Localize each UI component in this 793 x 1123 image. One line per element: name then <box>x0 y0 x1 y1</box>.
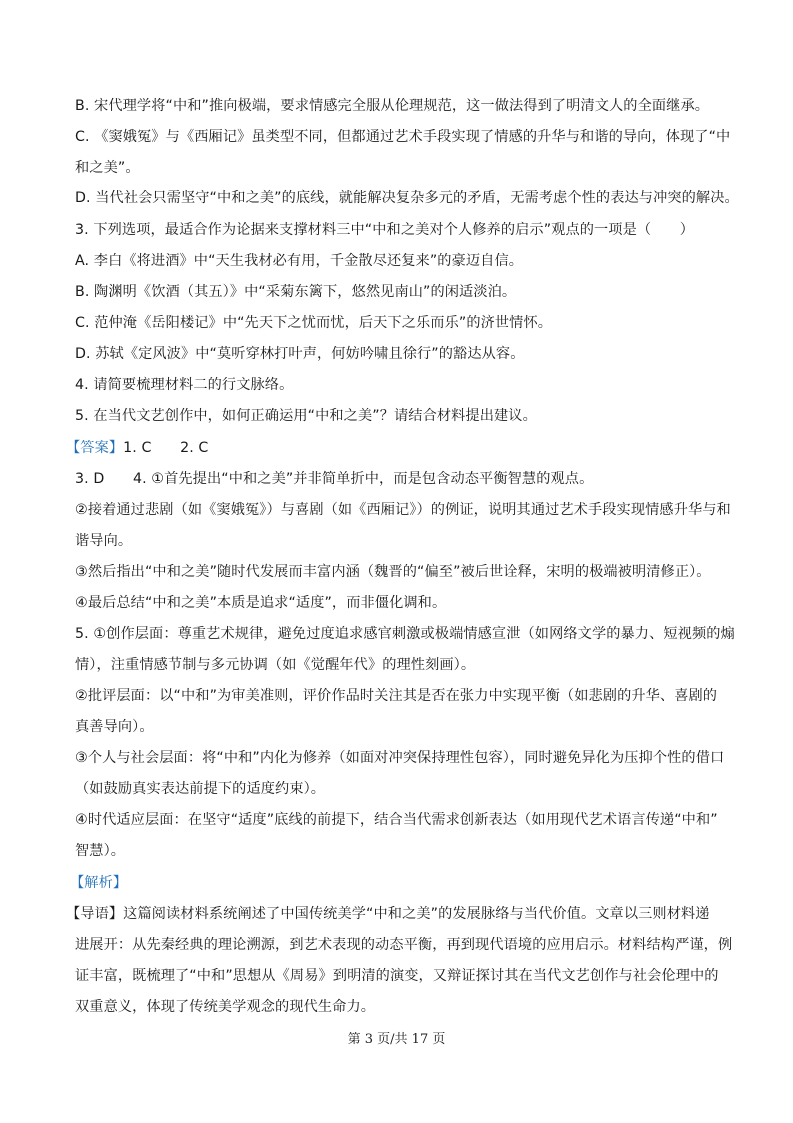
answer-5-point-2: ②批评层面：以“中和”为审美准则，评价作品时关注其是否在张力中实现平衡（如悲剧的升华、喜剧的 <box>75 688 718 704</box>
guide-line-1 <box>66 904 710 924</box>
answer-line <box>66 438 208 458</box>
question-4: 4. 请简要梳理材料二的行文脉络。 <box>75 377 294 393</box>
answer-5-point-2-cont: 真善导向）。 <box>75 719 154 735</box>
answer-3-4: 3. D 4. ①首先提出“中和之美”并非简单折中，而是包含动态平衡智慧的观点。 <box>75 471 594 487</box>
answer-5-point-1-cont: 情），注重情感节制与多元协调（如《觉醒年代》的理性刻画）。 <box>75 657 476 673</box>
answer-5-point-4: ④时代适应层面：在坚守“适度”底线的前提下，结合当代需求创新表达（如用现代艺术语言传递“中和” <box>75 812 718 828</box>
q3-option-c: C. 范仲淹《岳阳楼记》中“先天下之忧而忧，后天下之乐而乐”的济世情怀。 <box>75 315 553 331</box>
answer-5-point-3: ③个人与社会层面：将“中和”内化为修养（如面对冲突保持理性包容），同时避免异化为压抑个性的借口 <box>75 750 725 766</box>
page-number-footer: 第 3 页/共 17 页 <box>347 1032 446 1047</box>
answer-4-step-2: ②接着通过悲剧（如《窦娥冤》）与喜剧（如《西厢记》）的例证，说明其通过艺术手段实现情感升华与和 <box>75 502 731 518</box>
q3-option-b: B. 陶渊明《饮酒（其五）》中“采菊东篱下，悠然见南山”的闲适淡泊。 <box>75 284 517 300</box>
answer-tag: 【答案】 <box>66 440 124 456</box>
answer-4-step-3: ③然后指出“中和之美”随时代发展而丰富内涵（魏晋的“偏至”被后世诠释，宋明的极端被明清修正）。 <box>75 564 711 580</box>
option-b-line: B. 宋代理学将“中和”推向极端，要求情感完全服从伦理规范，这一做法得到了明清文人的全面继承。 <box>75 98 710 114</box>
option-d-line: D. 当代社会只需坚守“中和之美”的底线，就能解决复杂多元的矛盾，无需考虑个性的表达与冲突的解决。 <box>75 190 739 206</box>
answer-4-step-4: ④最后总结“中和之美”本质是追求“适度”，而非僵化调和。 <box>75 595 447 611</box>
answer-first: 1. C 2. C <box>123 440 209 456</box>
answer-5-point-3-cont: （如鼓励真实表达前提下的适度约束）。 <box>75 781 326 797</box>
guide-line-3: 证丰富，既梳理了“中和”思想从《周易》到明清的演变，又辩证探讨其在当代文艺创作与社会伦理中的 <box>75 968 719 984</box>
guide-tag: 【导语】 <box>66 906 124 922</box>
guide-line-4: 双重意义，体现了传统美学观念的现代生命力。 <box>75 999 376 1015</box>
question-5: 5. 在当代文艺创作中，如何正确运用“中和之美”？请结合材料提出建议。 <box>75 408 537 424</box>
question-3: 3. 下列选项，最适合作为论据来支撑材料三中“中和之美对个人修养的启示”观点的一项是（ ） <box>75 222 695 238</box>
option-c-continuation: 和之美”。 <box>75 160 140 176</box>
answer-5-point-4-cont: 智慧）。 <box>75 843 126 859</box>
q3-option-d: D. 苏轼《定风波》中“莫听穿林打叶声，何妨吟啸且徐行”的豁达从容。 <box>75 346 525 362</box>
guide-text-1: 这篇阅读材料系统阐述了中国传统美学“中和之美”的发展脉络与当代价值。文章以三则材料递 <box>123 906 710 922</box>
analysis-tag: 【解析】 <box>70 875 128 891</box>
answer-4-step-2-cont: 谐导向。 <box>75 533 133 549</box>
answer-5-point-1: 5. ①创作层面：尊重艺术规律，避免过度追求感官刺激或极端情感宣泄（如网络文学的暴力、短视频的煽 <box>75 626 735 642</box>
guide-line-2: 进展开：从先秦经典的理论溯源，到艺术表现的动态平衡，再到现代语境的应用启示。材料结构严谨，例 <box>75 937 733 953</box>
option-c-line: C. 《窦娥冤》与《西厢记》虽类型不同，但都通过艺术手段实现了情感的升华与和谐的导向，体现了“中 <box>75 129 731 145</box>
q3-option-a: A. 李白《将进酒》中“天生我材必有用，千金散尽还复来”的豪迈自信。 <box>75 253 524 269</box>
